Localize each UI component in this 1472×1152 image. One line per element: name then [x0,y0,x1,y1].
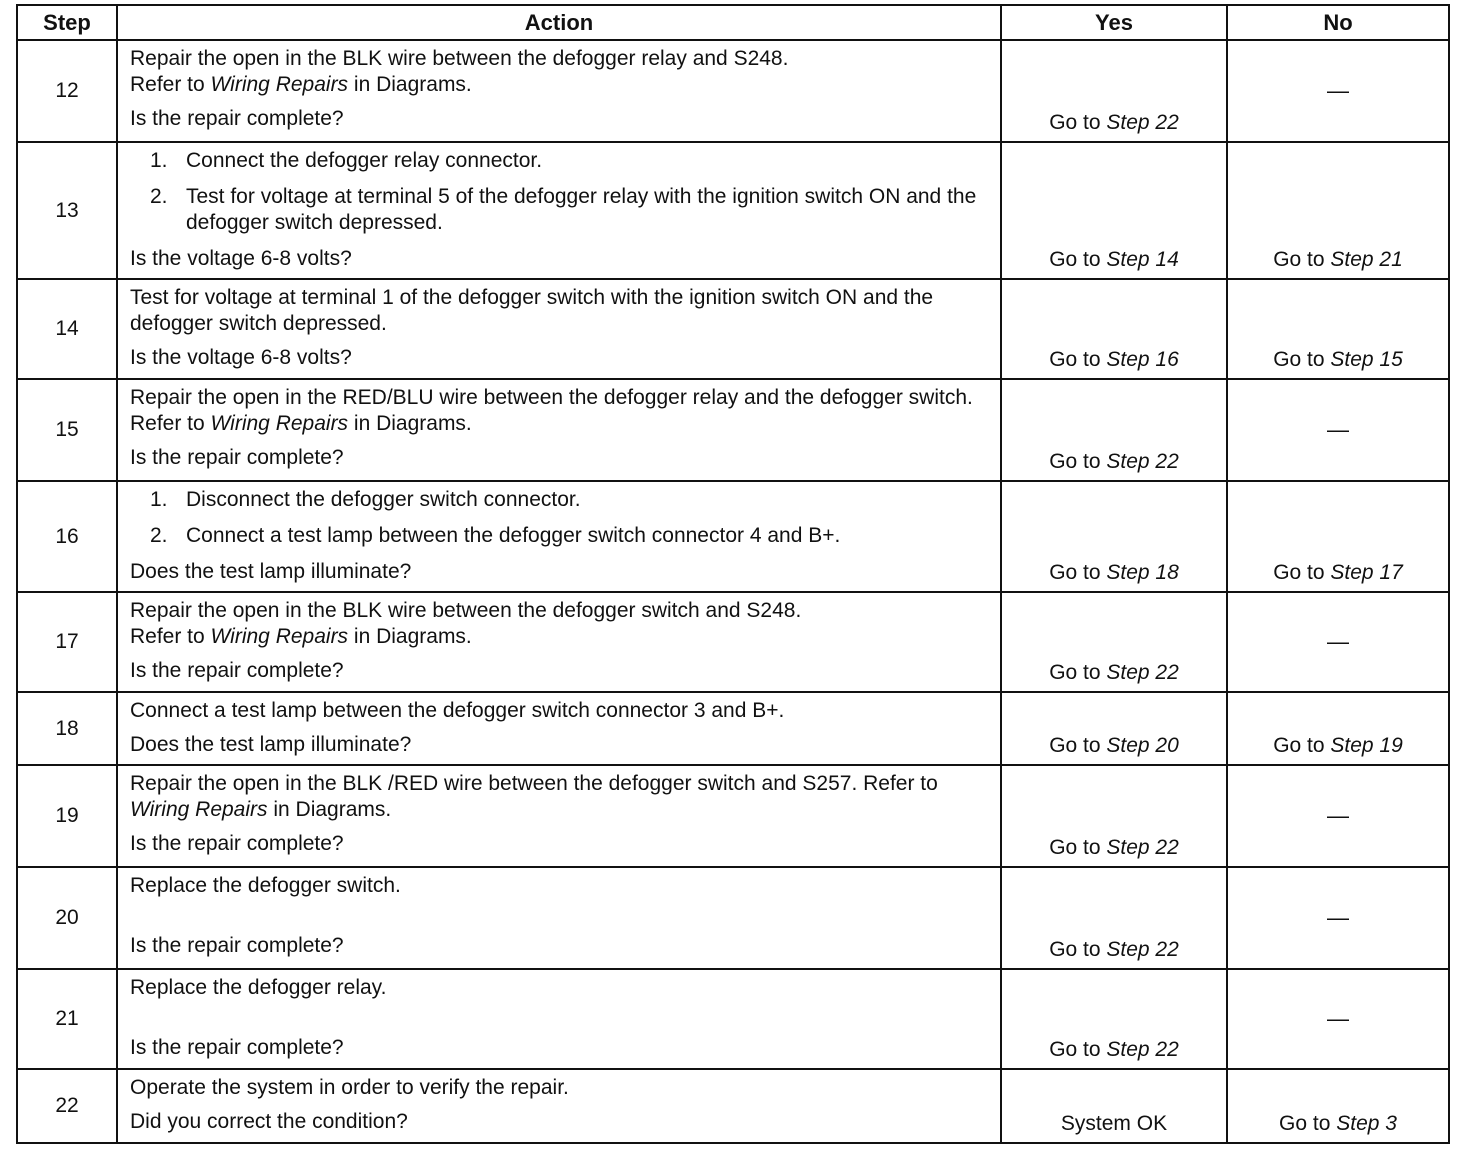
yes-cell: Go to Step 22 [1001,40,1227,142]
no-cell: Go to Step 17 [1227,481,1449,592]
action-cell [117,867,1001,969]
action-text: Test for voltage at terminal 1 of the defogger switch with the ignition switch ON and the defogger switch depressed. [130,286,934,335]
step-number: 17 [17,592,117,692]
yes-cell: Go to Step 20 [1001,692,1227,765]
action-cell [117,279,1001,379]
action-cell [117,765,1001,867]
action-steps [130,487,990,549]
action-question: Is the repair complete? [130,659,344,682]
action-cell [117,379,1001,481]
action-cell [117,142,1001,279]
action-question: Is the voltage 6-8 volts? [130,247,352,270]
table-row [17,142,1449,279]
action-cell [117,592,1001,692]
header-step: Step [17,5,117,40]
header-row [17,5,1449,40]
table-row [17,969,1449,1069]
yes-cell: Go to Step 22 [1001,969,1227,1069]
yes-cell: Go to Step 22 [1001,592,1227,692]
table-row [17,692,1449,765]
action-cell [117,969,1001,1069]
yes-cell: Go to Step 18 [1001,481,1227,592]
list-item: 1. Connect the defogger relay connector. [150,149,543,172]
action-question: Does the test lamp illuminate? [130,733,412,756]
yes-cell: Go to Step 14 [1001,142,1227,279]
header-action: Action [117,5,1001,40]
action-text: Repair the open in the BLK wire between the defogger relay and S248. [130,47,789,70]
no-cell: — [1227,379,1449,481]
list-item: 1. Disconnect the defogger switch connector. [150,488,581,511]
action-text: Connect a test lamp between the defogger switch connector 3 and B+. [130,699,785,722]
list-item: 2. Connect a test lamp between the defogger switch connector 4 and B+. [150,524,841,547]
table-row [17,765,1449,867]
yes-cell: Go to Step 22 [1001,379,1227,481]
step-number: 22 [17,1069,117,1143]
action-text: Repair the open in the RED/BLU wire between the defogger relay and the defogger switch. Refer to Wiring Repairs in Diagrams. [130,386,973,435]
action-question: Is the repair complete? [130,832,344,855]
no-cell: — [1227,969,1449,1069]
action-cell [117,481,1001,592]
step-number: 21 [17,969,117,1069]
action-text: Replace the defogger switch. [130,874,401,897]
yes-cell: Go to Step 16 [1001,279,1227,379]
step-number: 19 [17,765,117,867]
action-text: Refer to Wiring Repairs in Diagrams. [130,625,472,648]
no-cell: Go to Step 3 [1227,1069,1449,1143]
action-question: Is the repair complete? [130,446,344,469]
action-question: Is the voltage 6-8 volts? [130,346,352,369]
step-number: 15 [17,379,117,481]
table-row [17,1069,1449,1143]
step-number: 18 [17,692,117,765]
action-question: Is the repair complete? [130,934,344,957]
step-number: 13 [17,142,117,279]
no-cell: — [1227,40,1449,142]
no-cell: Go to Step 21 [1227,142,1449,279]
no-cell: Go to Step 15 [1227,279,1449,379]
action-text: Repair the open in the BLK wire between the defogger switch and S248. [130,599,802,622]
header-no: No [1227,5,1449,40]
list-item: 2. Test for voltage at terminal 5 of the defogger relay with the ignition switch ON and the defogger switch depressed. [150,185,977,234]
action-text: Operate the system in order to verify the repair. [130,1076,569,1099]
no-cell: — [1227,867,1449,969]
yes-cell: Go to Step 22 [1001,867,1227,969]
action-question: Is the repair complete? [130,1036,344,1059]
action-question: Did you correct the condition? [130,1110,408,1133]
diagnostic-table [16,4,1450,1144]
no-cell: — [1227,765,1449,867]
table-row [17,279,1449,379]
table-row [17,592,1449,692]
action-text: Refer to Wiring Repairs in Diagrams. [130,73,472,96]
action-cell [117,40,1001,142]
action-steps [130,148,990,236]
action-cell [117,692,1001,765]
table-row [17,867,1449,969]
action-text: Repair the open in the BLK /RED wire between the defogger switch and S257. Refer to Wiring Repairs in Diagrams. [130,772,938,821]
action-text: Replace the defogger relay. [130,976,387,999]
action-cell [117,1069,1001,1143]
table-row [17,40,1449,142]
yes-cell: Go to Step 22 [1001,765,1227,867]
step-number: 14 [17,279,117,379]
step-number: 16 [17,481,117,592]
no-cell: — [1227,592,1449,692]
table-row [17,379,1449,481]
action-question: Does the test lamp illuminate? [130,560,412,583]
step-number: 20 [17,867,117,969]
step-number: 12 [17,40,117,142]
action-question: Is the repair complete? [130,107,344,130]
no-cell: Go to Step 19 [1227,692,1449,765]
yes-cell: System OK [1001,1069,1227,1143]
header-yes: Yes [1001,5,1227,40]
table-row [17,481,1449,592]
